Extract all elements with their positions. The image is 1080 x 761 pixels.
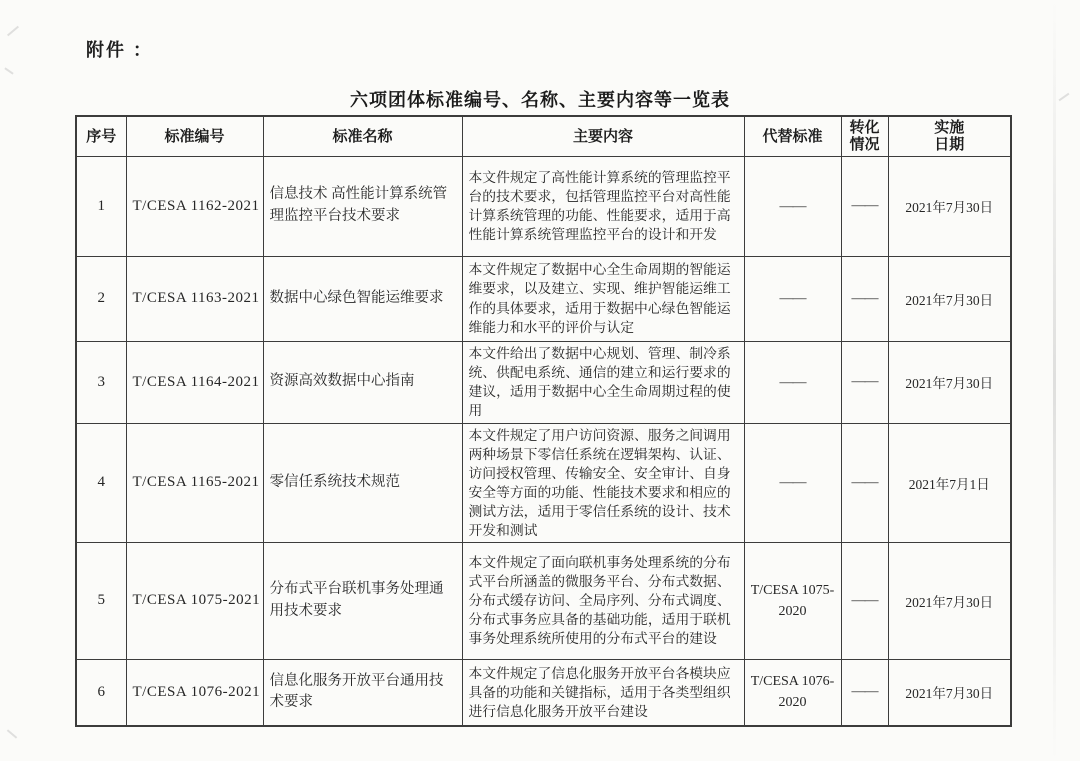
table-row [76, 156, 1011, 256]
cell-code: T/CESA 1165-2021 [126, 423, 263, 542]
header-content: 主要内容 [462, 116, 744, 156]
cell-seq: 6 [76, 659, 126, 726]
cell-date: 2021年7月1日 [888, 423, 1011, 542]
cell-conversion: —— [841, 256, 888, 341]
scan-artifact [7, 729, 17, 738]
cell-code: T/CESA 1163-2021 [126, 256, 263, 341]
cell-code: T/CESA 1164-2021 [126, 341, 263, 423]
page-title: 六项团体标准编号、名称、主要内容等一览表 [350, 90, 730, 110]
cell-seq: 3 [76, 341, 126, 423]
cell-conversion: —— [841, 659, 888, 726]
cell-content: 本文件规定了用户访问资源、服务之间调用两种场景下零信任系统在逻辑架构、认证、访问授权管理、传输安全、安全审计、自身安全等方面的功能、性能技术要求和相应的测试方法，适用于零信任系统的设计、技术开发和测试 [462, 423, 744, 542]
header-date: 实施 日期 [888, 116, 1011, 156]
cell-date: 2021年7月30日 [888, 659, 1011, 726]
header-replaced: 代替标准 [744, 116, 841, 156]
cell-code: T/CESA 1162-2021 [126, 156, 263, 256]
table-row [76, 256, 1011, 341]
cell-replaced: T/CESA 1075-2020 [744, 542, 841, 659]
cell-seq: 5 [76, 542, 126, 659]
cell-conversion: —— [841, 423, 888, 542]
cell-name: 分布式平台联机事务处理通用技术要求 [263, 542, 462, 659]
cell-conversion: —— [841, 341, 888, 423]
table-row [76, 423, 1011, 542]
cell-content: 本文件规定了信息化服务开放平台各模块应具备的功能和关键指标，适用于各类型组织进行信息化服务开放平台建设 [462, 659, 744, 726]
cell-conversion: —— [841, 542, 888, 659]
cell-name: 数据中心绿色智能运维要求 [263, 256, 462, 341]
cell-replaced: —— [744, 423, 841, 542]
cell-replaced: —— [744, 256, 841, 341]
cell-date: 2021年7月30日 [888, 256, 1011, 341]
cell-replaced: T/CESA 1076-2020 [744, 659, 841, 726]
cell-replaced: —— [744, 341, 841, 423]
standards-table [75, 115, 1012, 727]
attachment-label: 附件 ： [86, 40, 154, 60]
header-conversion: 转化 情况 [841, 116, 888, 156]
cell-date: 2021年7月30日 [888, 542, 1011, 659]
header-name: 标准名称 [263, 116, 462, 156]
cell-seq: 4 [76, 423, 126, 542]
scan-artifact [7, 26, 19, 37]
cell-content: 本文件规定了面向联机事务处理系统的分布式平台所涵盖的微服务平台、分布式数据、分布式缓存访问、全局序列、分布式调度、分布式事务应具备的基础功能，适用于联机事务处理系统所使用的分布式平台的建设 [462, 542, 744, 659]
header-code: 标准编号 [126, 116, 263, 156]
cell-code: T/CESA 1075-2021 [126, 542, 263, 659]
cell-name: 信息化服务开放平台通用技术要求 [263, 659, 462, 726]
cell-content: 本文件规定了高性能计算系统的管理监控平台的技术要求，包括管理监控平台对高性能计算系统管理的功能、性能要求，适用于高性能计算系统管理监控平台的设计和开发 [462, 156, 744, 256]
scan-edge-shadow [1053, 0, 1056, 761]
table-header-row [76, 116, 1011, 156]
cell-name: 信息技术 高性能计算系统管理监控平台技术要求 [263, 156, 462, 256]
table-row [76, 659, 1011, 726]
cell-name: 零信任系统技术规范 [263, 423, 462, 542]
cell-date: 2021年7月30日 [888, 156, 1011, 256]
cell-seq: 1 [76, 156, 126, 256]
header-seq: 序号 [76, 116, 126, 156]
cell-content: 本文件给出了数据中心规划、管理、制冷系统、供配电系统、通信的建立和运行要求的建议，适用于数据中心全生命周期过程的使用 [462, 341, 744, 423]
table-row [76, 341, 1011, 423]
cell-content: 本文件规定了数据中心全生命周期的智能运维要求，以及建立、实现、维护智能运维工作的具体要求，适用于数据中心绿色智能运维能力和水平的评价与认定 [462, 256, 744, 341]
cell-replaced: —— [744, 156, 841, 256]
scan-artifact [4, 67, 13, 74]
cell-conversion: —— [841, 156, 888, 256]
cell-seq: 2 [76, 256, 126, 341]
cell-code: T/CESA 1076-2021 [126, 659, 263, 726]
cell-date: 2021年7月30日 [888, 341, 1011, 423]
table-row [76, 542, 1011, 659]
cell-name: 资源高效数据中心指南 [263, 341, 462, 423]
